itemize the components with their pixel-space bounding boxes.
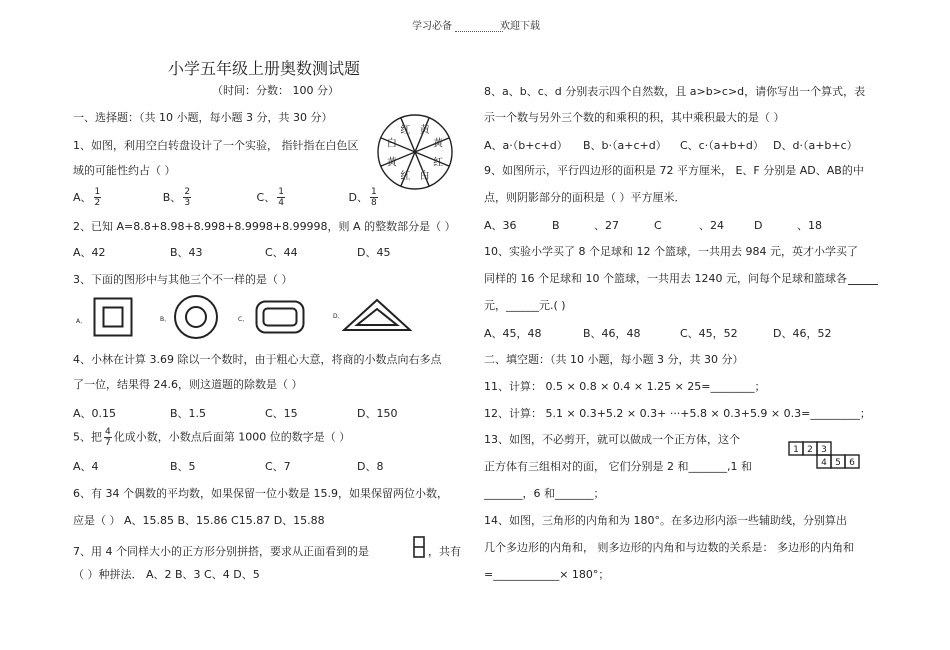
q6-line2: 应是（ ） A、15.85 B、15.86 C15.87 D、15.88 bbox=[73, 514, 325, 527]
q8-option-b[interactable]: B、b·（a+c+d） bbox=[583, 139, 667, 152]
q2-option-d[interactable]: D、45 bbox=[357, 246, 391, 259]
q2-option-c[interactable]: C、44 bbox=[265, 246, 298, 259]
q1-options bbox=[73, 187, 380, 208]
cube-net-cell: 3 bbox=[821, 445, 827, 455]
q7-line2: （ ）种拼法． A、2 B、3 C、4 D、5 bbox=[73, 568, 260, 581]
cube-net-cell: 2 bbox=[807, 445, 813, 455]
q2-line: 2、已知 A=8.8+8.98+8.998+8.9998+8.99998，则 A 的整数部分是（ ） bbox=[73, 220, 456, 233]
q4-option-b[interactable]: B、1.5 bbox=[170, 407, 207, 420]
q10-line3: 元，______元.( ) bbox=[484, 299, 566, 312]
wheel-sector-label: 黄 bbox=[386, 157, 397, 169]
q4-option-a[interactable]: A、0.15 bbox=[73, 407, 117, 420]
q10-line1: 10、实验小学买了 8 个足球和 12 个篮球，一共用去 984 元，英才小学买了 bbox=[484, 245, 858, 258]
cube-net-cell: 6 bbox=[849, 458, 855, 468]
q10-option-a[interactable]: A、45，48 bbox=[484, 327, 542, 340]
q4-option-d[interactable]: D、150 bbox=[357, 407, 398, 420]
q1-option-d[interactable]: D、 $\frac{1}{8}$ bbox=[348, 187, 377, 208]
q8-option-a[interactable]: A、a·（b+c+d） bbox=[484, 139, 568, 152]
q11-line: 11、计算： 0.5 × 0.8 × 0.4 × 1.25 × 25=________； bbox=[484, 380, 766, 393]
q1-option-c[interactable]: C、 $\frac{1}{4}$ bbox=[256, 187, 284, 208]
q9-option-b-letter[interactable]: B bbox=[552, 219, 560, 232]
q14-line2: 几个多边形的内角和， 则多边形的内角和与边数的关系是： 多边形的内角和 bbox=[484, 541, 854, 554]
q7-line1: 7、用 4 个同样大小的正方形分别拼搭，要求从正面看到的是 bbox=[73, 545, 369, 558]
page-header-left: 学习必备 bbox=[412, 21, 452, 32]
q1-line1: 1、如图，利用空白转盘设计了一个实验， 指针指在白色区 bbox=[73, 139, 359, 152]
q9-option-a[interactable]: A、36 bbox=[484, 219, 517, 232]
q10-line2: 同样的 16 个足球和 10 个篮球，一共用去 1240 元，问每个足球和篮球各 bbox=[484, 272, 847, 285]
q10-option-b[interactable]: B、46，48 bbox=[583, 327, 641, 340]
q2-option-a[interactable]: A、42 bbox=[73, 246, 106, 259]
q13-line3: _______，6 和_______； bbox=[484, 487, 605, 500]
q9-option-d-letter[interactable]: D bbox=[754, 219, 763, 232]
q3-shape-a-square-in-square[interactable] bbox=[93, 297, 133, 337]
q9-line2: 点，则阴影部分的面积是（ ）平方厘米． bbox=[484, 191, 686, 204]
wheel-sector-label: 红 bbox=[433, 157, 444, 169]
q5-line: 5、把 $\frac{4}{7}$ 化成小数，小数点后面第 1000 位的数字是（ ） bbox=[73, 427, 351, 448]
q14-line3: =____________× 180°； bbox=[484, 568, 610, 581]
q6-line1: 6、有 34 个偶数的平均数，如果保留一位小数是 15.9，如果保留两位小数， bbox=[73, 487, 448, 500]
q3-line: 3、下面的图形中与其他三个不一样的是（ ） bbox=[73, 273, 293, 286]
q9-option-d-value[interactable]: 、18 bbox=[797, 219, 822, 232]
q4-option-c[interactable]: C、15 bbox=[265, 407, 298, 420]
section-2-heading: 二、填空题：（共 10 小题，每小题 3 分，共 30 分） bbox=[484, 353, 744, 366]
page-header-right: 欢迎下载 bbox=[500, 21, 540, 32]
fraction: $\frac{1}{8}$ bbox=[370, 187, 377, 208]
cube-net-cell: 1 bbox=[793, 445, 799, 455]
spinner-wheel-figure bbox=[375, 112, 455, 192]
wheel-sector-label: 黄 bbox=[419, 124, 430, 136]
q9-line1: 9、如图所示，平行四边形的面积是 72 平方厘米， E、F 分别是 AD、AB的中 bbox=[484, 164, 864, 177]
q3-label-b: B、 bbox=[160, 316, 171, 323]
q5-option-d[interactable]: D、8 bbox=[357, 460, 384, 473]
wheel-sector-label: 红 bbox=[400, 124, 411, 136]
q8-line1: 8、a、b、c、d 分别表示四个自然数，且 a>b>c>d，请你写出一个算式，表 bbox=[484, 85, 866, 98]
section-1-heading: 一、选择题：（共 10 小题，每小题 3 分，共 30 分） bbox=[73, 111, 333, 124]
q12-line: 12、计算： 5.1 × 0.3+5.2 × 0.3+ ···+5.8 × 0.3+5.9 × 0.3=_________； bbox=[484, 407, 871, 420]
q1-option-b[interactable]: B、 $\frac{2}{3}$ bbox=[162, 187, 191, 208]
q1-line2: 域的可能性约占（ ） bbox=[73, 164, 176, 177]
fraction: $\frac{4}{7}$ bbox=[105, 427, 111, 448]
q5-option-c[interactable]: C、7 bbox=[265, 460, 291, 473]
q10-option-c[interactable]: C、45，52 bbox=[680, 327, 738, 340]
page-subtitle: （时间：分数： 100 分） bbox=[212, 84, 339, 97]
q4-line2: 了一位，结果得 24.6，则这道题的除数是（ ） bbox=[73, 378, 303, 391]
q8-option-c[interactable]: C、c·（a+b+d） bbox=[680, 139, 764, 152]
q9-option-c-letter[interactable]: C bbox=[654, 219, 662, 232]
q7-line1-end: ，共有 bbox=[428, 545, 461, 558]
cube-net-cell: 5 bbox=[835, 458, 841, 468]
wheel-sector-label: 红 bbox=[400, 171, 411, 183]
q13-line2: 正方体有三组相对的面， 它们分别是 2 和_______,1 和 bbox=[484, 460, 752, 473]
q4-line1: 4、小林在计算 3.69 除以一个数时，由于粗心大意，将商的小数点向右多点 bbox=[73, 353, 442, 366]
q1-option-a[interactable]: A、 $\frac{1}{2}$ bbox=[73, 187, 101, 208]
q2-option-b[interactable]: B、43 bbox=[170, 246, 203, 259]
q3-label-d: D、 bbox=[333, 313, 344, 320]
q5-option-a[interactable]: A、4 bbox=[73, 460, 99, 473]
fraction: $\frac{1}{2}$ bbox=[94, 187, 101, 208]
cube-net-cell: 4 bbox=[821, 458, 827, 468]
q10-option-d[interactable]: D、46，52 bbox=[773, 327, 832, 340]
q7-front-view-figure bbox=[413, 536, 425, 558]
q8-option-d[interactable]: D、d·（a+b+c） bbox=[773, 139, 858, 152]
page-title: 小学五年级上册奥数测试题 bbox=[168, 59, 361, 78]
q9-option-c-value[interactable]: 、24 bbox=[699, 219, 724, 232]
q9-option-b-value[interactable]: 、27 bbox=[594, 219, 619, 232]
q3-label-a: A、 bbox=[76, 318, 87, 325]
wheel-sector-label: 白 bbox=[419, 171, 430, 183]
wheel-sector-label: 白 bbox=[386, 138, 397, 150]
q3-shape-c-rounded-rectangles[interactable] bbox=[255, 300, 305, 334]
q3-shape-b-concentric-circles[interactable] bbox=[173, 294, 219, 340]
q3-label-c: C、 bbox=[238, 316, 249, 323]
q13-line1: 13、如图，不必剪开，就可以做成一个正方体，这个 bbox=[484, 433, 740, 446]
q3-shape-d-triangle-in-triangle[interactable] bbox=[342, 298, 412, 332]
fraction: $\frac{1}{4}$ bbox=[278, 187, 284, 208]
cube-net-figure bbox=[788, 441, 862, 471]
wheel-sector-label: 黄 bbox=[433, 138, 444, 150]
q10-answer-blank[interactable] bbox=[848, 284, 878, 285]
header-dotted-line bbox=[455, 31, 503, 32]
q14-line1: 14、如图，三角形的内角和为 180°。在多边形内添一些辅助线，分别算出 bbox=[484, 514, 847, 527]
q5-option-b[interactable]: B、5 bbox=[170, 460, 196, 473]
q8-line2: 示一个数与另外三个数的和乘积的积，其中乘积最大的是（ ） bbox=[484, 111, 785, 124]
fraction: $\frac{2}{3}$ bbox=[184, 187, 191, 208]
